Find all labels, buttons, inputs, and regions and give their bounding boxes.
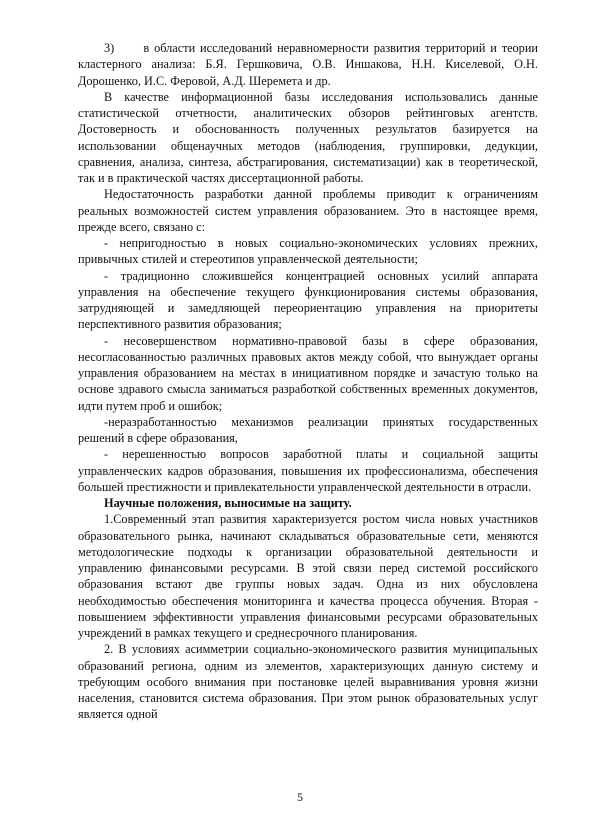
paragraph-insufficiency: Недостаточность разработки данной проблемы приводит к ограничениям реальных возможностей систем управления образованием. Это в настоящее время, прежде всего, связано с: [78,187,538,234]
list-item-unsuitability: - непригодностью в новых социально-экономических условиях прежних, привычных стилей и стереотипов управленческой деятельности; [78,236,538,267]
paragraph-information-base: В качестве информационной базы исследования использовались данные статистической отчетности, аналитических обзоров рейтинговых агентств. Достоверность и обоснованность полученных результатов базируется на использовании общенаучных методов (наблюдения, группировки, дедукции, сравнения, анализа, синтеза, абстрагирования, систематизации) как в теоретической, так и в практической частях диссертационной работы. [78,89,538,185]
list-item-mechanisms: -неразработанностью механизмов реализации принятых государственных решений в сфере образования, [78,414,538,445]
paragraph-thesis-1: 1.Современный этап развития характеризуется ростом числа новых участников образовательного рынка, начинают складываться образовательные сети, меняются методологические подходы к организации образовательной деятельности и управлению финансовыми ресурсами. В этой связи перед системой российского образования встают две группы новых задач. Одна из них обусловлена необходимостью обеспечения мониторинга и качества процесса обучения. Вторая - повышением эффективности управления финансовыми ресурсами образовательных учреждений в рамках текущего и среднесрочного планирования. [78,512,538,640]
paragraph-thesis-2: 2. В условиях асимметрии социально-экономического развития муниципальных образований региона, одним из элементов, характеризующих данную систему и требующим особого внимания при постановке целей выравнивания уровня жизни населения, становится система образования. При этом рынок образовательных услуг является одной [78,642,538,722]
page-number: 5 [297,790,303,804]
list-item-legal-base: - несовершенством нормативно-правовой базы в сфере образования, несогласованностью различных правовых актов между собой, что вынуждает органы управления образованием на местах в инициативном порядке и зачастую только на основе здравого смысла заниматься разработкой собственных временных документов, идти путем проб и ошибок; [78,333,538,413]
list-item-concentration: - традиционно сложившейся концентрацией основных усилий аппарата управления на обеспечение текущего функционирования системы образования, затрудняющей и замедляющей переориентацию управления на приоритеты перспективного развития образования; [78,268,538,332]
list-item-salary: - нерешенностью вопросов заработной платы и социальной защиты управленческих кадров образования, повышения их профессионализма, обеспечения большей престижности и привлекательности управленческой деятельности в отрасли. [78,447,538,494]
paragraph-research-areas: 3) в области исследований неравномерности развития территорий и теории кластерного анализа: Б.Я. Гершковича, О.В. Иншакова, Н.Н. Киселевой, О.Н. Дорошенко, И.С. Феровой, А.Д. Шеремета и др. [78,41,538,88]
body-text [78,40,538,723]
section-heading: Научные положения, выносимые на защиту. [104,496,352,510]
